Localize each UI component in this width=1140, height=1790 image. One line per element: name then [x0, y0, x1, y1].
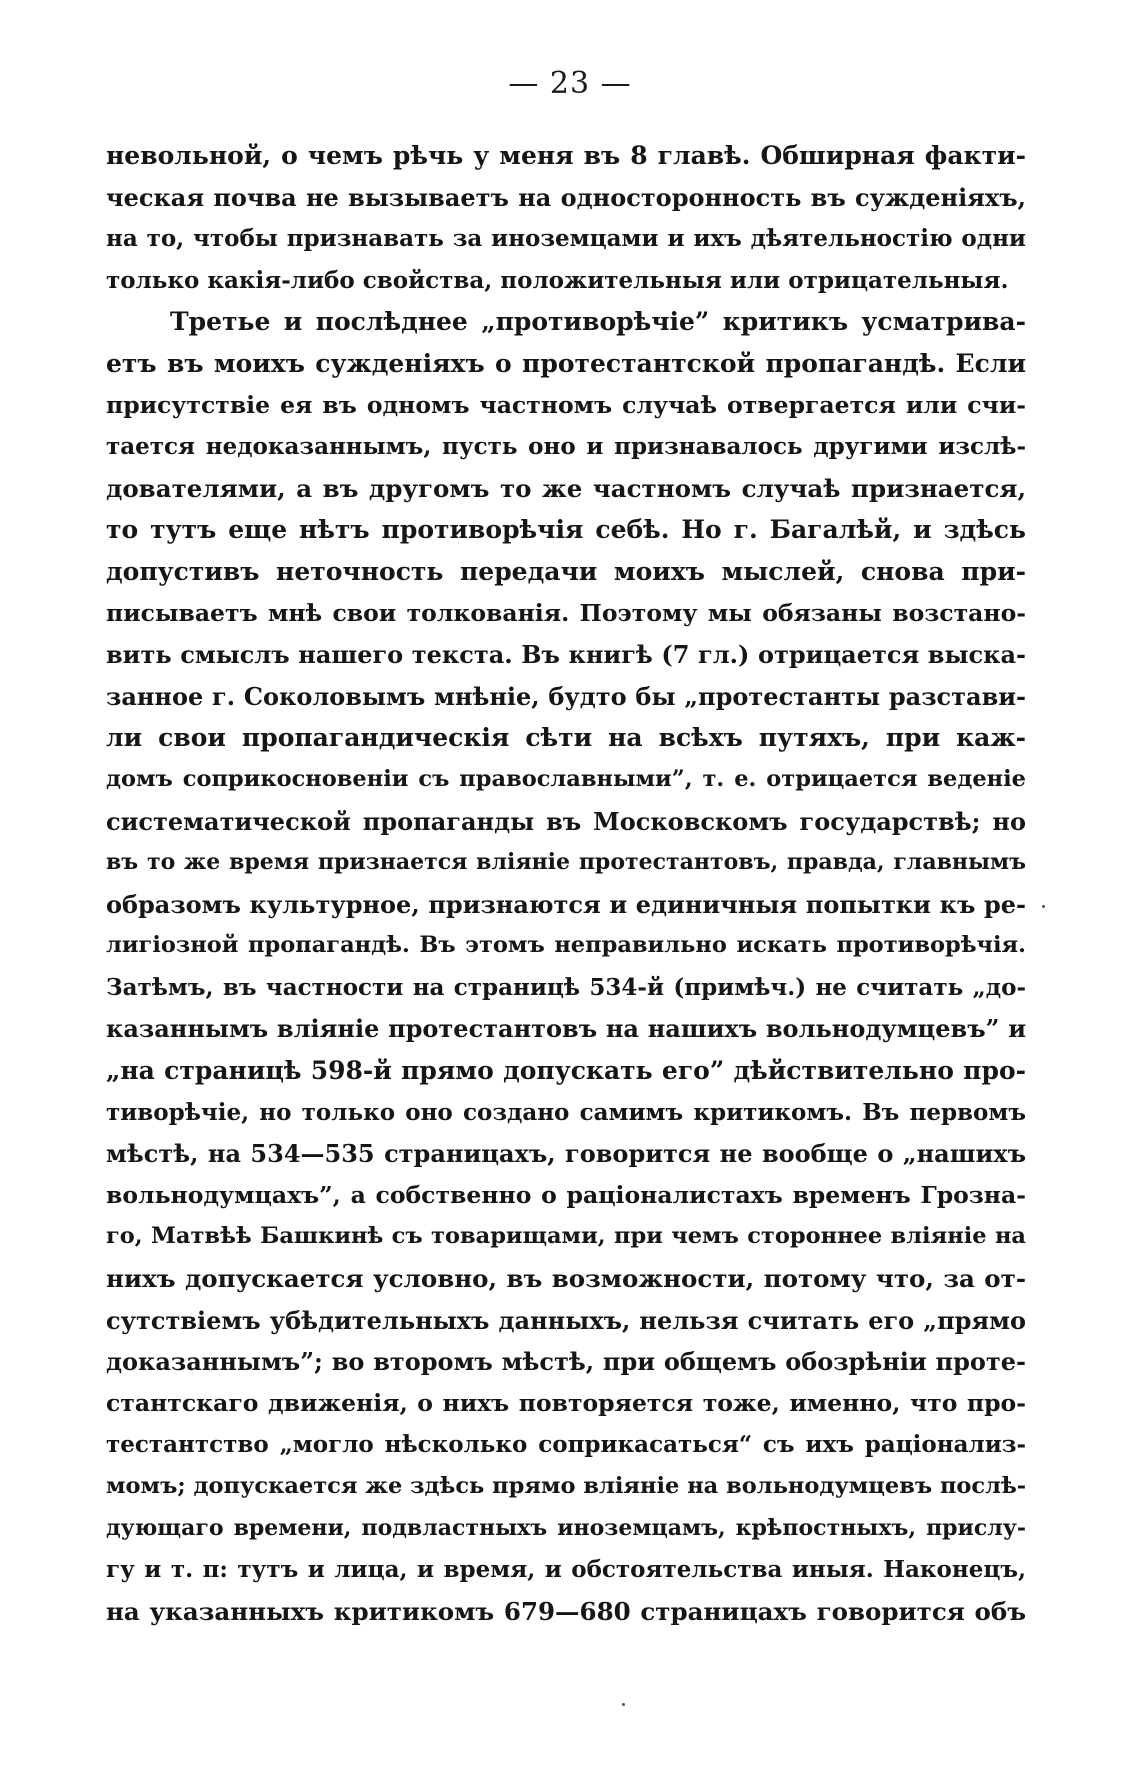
text-line: гу и т. п: тутъ и лица, и время, и обстоятельства иныя. Наконецъ, [106, 1556, 1026, 1584]
text-line: невольной, о чемъ рѣчь у меня въ 8 главѣ. Обширная факти- [106, 141, 1026, 170]
text-line: занное г. Соколовымъ мнѣнiе, будто бы „протестанты разстави- [106, 681, 1026, 711]
text-line: въ то же время признается влiянiе протестантовъ, правда, главнымъ [106, 849, 1026, 876]
text-line: нихъ допускается условно, въ возможности, потому что, за от- [106, 1264, 1026, 1294]
text-line: стантскаго движенiя, о нихъ повторяется тоже, именно, что про- [106, 1388, 1026, 1417]
text-line: тается недоказаннымъ, пусть оно и признавалось другими изслѣ- [106, 433, 1026, 461]
text-line: лигiозной пропагандѣ. Въ этомъ неправильно искать противорѣчiя. [106, 932, 1026, 959]
text-line: тестантство „могло нѣсколько соприкасаться“ съ ихъ рацiонализ- [106, 1431, 1026, 1459]
text-line: казаннымъ влiянiе протестантовъ на нашихъ вольнодумцевъ” и [106, 1014, 1026, 1044]
text-line: то тутъ еще нѣтъ противорѣчiя себѣ. Но г. Багалѣй, и здѣсь [106, 515, 1026, 545]
text-line: дующаго времени, подвластныхъ иноземцамъ, крѣпостныхъ, прислу- [106, 1514, 1026, 1541]
body-text [106, 135, 1026, 1632]
text-line: только какiя-либо свойства, положительныя или отрицательныя. [106, 266, 1009, 294]
text-line: „на страницѣ 598-й прямо допускать его” дѣйствительно про- [106, 1056, 1026, 1086]
text-line: етъ въ моихъ сужденiяхъ о протестантской пропагандѣ. Если [106, 348, 1026, 378]
text-line: присутствiе ея въ одномъ частномъ случаѣ отвергается или счи- [106, 390, 1026, 419]
text-line: допустивъ неточность передачи моихъ мыслей, снова при- [106, 556, 1026, 586]
text-line: сутствiемъ убѣдительныхъ данныхъ, нельзя считать его „прямо [106, 1305, 1026, 1335]
text-line: ли свои пропагандическiя сѣти на всѣхъ путяхъ, при каж- [106, 723, 1026, 753]
text-line: мѣстѣ, на 534—535 страницахъ, говорится не вообще о „нашихъ [106, 1139, 1026, 1169]
page-number: — 23 — [508, 66, 632, 101]
paragraph-start-line: Третье и послѣднее „противорѣчiе” критикъ усматрива- [170, 307, 1026, 337]
text-line: доказаннымъ”; во второмъ мѣстѣ, при общемъ обозрѣнiи проте- [106, 1347, 1026, 1377]
text-line: ческая почва не вызываетъ на односторонность въ сужденiяхъ, [106, 182, 1026, 212]
text-line: тиворѣчiе, но только оно создано самимъ критикомъ. Въ первомъ [106, 1098, 1026, 1126]
text-line: на указанныхъ критикомъ 679—680 страницахъ говорится объ [106, 1596, 1026, 1626]
text-line: дователями, а въ другомъ то же частномъ случаѣ признается, [106, 473, 1026, 503]
text-line: образомъ культурное, признаются и единичныя попытки къ ре- [106, 889, 1026, 919]
text-line: вить смыслъ нашего текста. Въ книгѣ (7 гл.) отрицается выска- [106, 640, 1026, 670]
text-line: домъ соприкосновенiи съ православными”, т. е. отрицается веденiе [106, 765, 1026, 792]
text-line: момъ; допускается же здѣсь прямо влiянiе на вольнодумцевъ послѣ- [106, 1473, 1026, 1499]
text-line: го, Матвѣѣ Башкинѣ съ товарищами, при чемъ стороннее влiянiе на [106, 1223, 1026, 1250]
text-line: Затѣмъ, въ частности на страницѣ 534-й (примѣч.) не считать „до- [106, 973, 1026, 1001]
text-line: систематической пропаганды въ Московскомъ государствѣ; но [106, 806, 1026, 836]
margin-speck [1042, 905, 1045, 908]
text-line: писываетъ мнѣ свои толкованiя. Поэтому мы обязаны возстано- [106, 598, 1026, 627]
text-line: на то, чтобы признавать за иноземцами и ихъ дѣятельностiю одни [106, 225, 1026, 253]
text-line: вольнодумцахъ”, а собственно о рацiоналистахъ временъ Грозна- [106, 1180, 1026, 1209]
bottom-speck [622, 1703, 625, 1706]
